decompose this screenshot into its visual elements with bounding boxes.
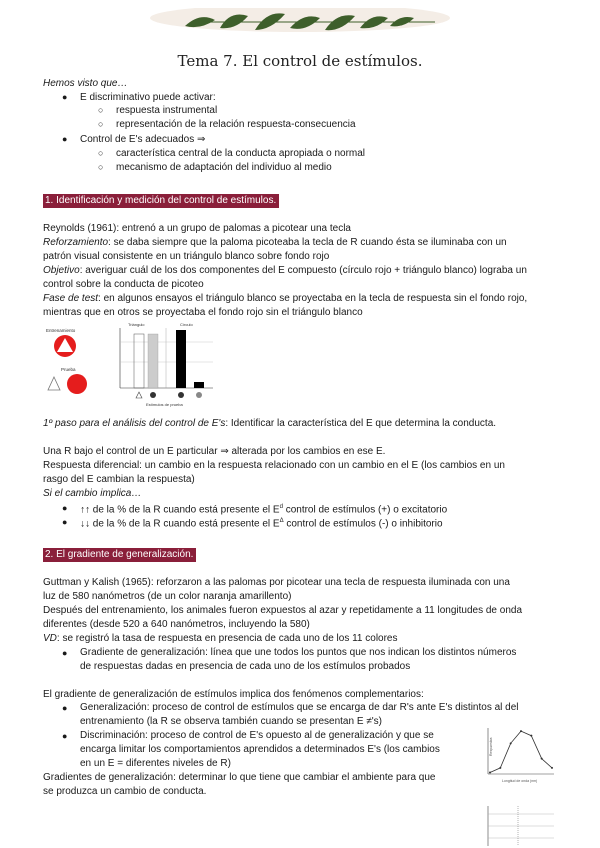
intro-heading: Hemos visto que… — [43, 78, 128, 89]
intro-b1-sub1: respuesta instrumental — [116, 105, 218, 116]
reynolds-bar-chart — [108, 320, 218, 410]
s1-paso: 1º paso para el análisis del control de E's: Identificar la característica del E que determina la conducta. — [43, 418, 497, 429]
bullet-icon: ● — [62, 703, 68, 713]
fig-label-c: Triángulo — [128, 322, 145, 327]
s2-line1: Guttman y Kalish (1965): reforzaron a las palomas por picotear una tecla de respuesta iluminada con una — [43, 577, 510, 588]
circle-bullet-icon: ○ — [98, 119, 104, 129]
circle-bullet-icon: ○ — [98, 105, 104, 115]
s1-line1: Reynolds (1961): entrenó a un grupo de palomas a picotear una tecla — [43, 223, 351, 234]
bullet-icon: ● — [62, 648, 68, 658]
s1-p7: ↓↓ de la % de la R cuando está presente el $E^\Delta$ control de estímulos (-) o inhibitorio — [80, 518, 443, 530]
bullet-icon: ● — [62, 92, 68, 102]
gradient-point — [551, 767, 553, 769]
gradient-point — [541, 758, 543, 760]
intro-b2: Control de E's adecuados ⇒ — [80, 134, 206, 145]
bullet-icon: ● — [62, 503, 68, 513]
s2-c1: Generalización: proceso de control de estímulos que se encarga de dar R's ante E's distintos al del — [80, 702, 519, 713]
section1-heading: 1. Identificación y medición del control de estímulos. — [43, 194, 279, 208]
s2-b1b: de respuestas dadas en presencia de cada uno de los estímulos probados — [80, 661, 411, 672]
s2-line2: luz de 580 nanómetros (de un color naranja amarillento) — [43, 591, 292, 602]
fig-caption: Estímulos de prueba — [146, 402, 183, 407]
s2-line5: VD: se registró la tasa de respuesta en presencia de cada uno de los 11 colores — [43, 633, 398, 644]
s1-p5: Si el cambio implica… — [43, 488, 142, 499]
intro-b2-sub2: mecanismo de adaptación del individuo al medio — [116, 162, 332, 173]
chart-xlabel: Longitud de onda (nm) — [502, 779, 538, 783]
bullet-icon: ● — [62, 731, 68, 741]
circle-bullet-icon: ○ — [98, 162, 104, 172]
second-figure — [478, 802, 558, 846]
s1-line5: control sobre la conducta de picoteo — [43, 279, 204, 290]
s2-line3: Después del entrenamiento, los animales fueron expuestos al azar y repetidamente a 11 longitudes de onda — [43, 605, 523, 616]
fig-label-d: Círculo — [180, 322, 193, 327]
s1-line2: Reforzamiento: se daba siempre que la paloma picoteaba la tecla de R cuando ésta se iluminaba con un — [43, 237, 507, 248]
gradient-point — [510, 742, 512, 744]
fig-label-a: Entrenamiento — [46, 328, 76, 333]
s2-c2b: encarga limitar los comportamientos aprendidos a determinados E's (los cambios — [80, 744, 440, 755]
chart-ylabel: Respuestas — [489, 737, 493, 756]
s2-line7: Gradientes de generalización: determinar lo que tiene que cambiar el ambiente para que — [43, 772, 436, 783]
s1-line7: mientras que en otros se proyectaba el fondo rojo sin el triángulo blanco — [43, 307, 363, 318]
s1-p4: rasgo del E cambian la respuesta) — [43, 474, 195, 485]
bullet-icon: ● — [62, 134, 68, 144]
page-title: Tema 7. El control de estímulos. — [177, 52, 423, 70]
generalization-chart — [478, 724, 558, 786]
s2-b1: Gradiente de generalización: línea que une todos los puntos que nos indican los distintos números — [80, 647, 517, 658]
s2-line8: se produzca un cambio de conducta. — [43, 786, 207, 797]
s1-line4: Objetivo: averiguar cuál de los dos componentes del E compuesto (círculo rojo + triángulo blanco) lograba un — [43, 265, 527, 276]
s1-p3: Respuesta diferencial: un cambio en la respuesta relacionado con un cambio en el E (los cambios en un — [43, 460, 505, 471]
gradient-point — [530, 735, 532, 737]
intro-b1: E discriminativo puede activar: — [80, 92, 216, 103]
s2-line6: El gradiente de generalización de estímulos implica dos fenómenos complementarios: — [43, 689, 424, 700]
s1-p2: Una R bajo el control de un E particular ⇒ alterada por los cambios en ese E. — [43, 446, 386, 457]
s1-line6: Fase de test: en algunos ensayos el triángulo blanco se proyectaba en la tecla de respuesta sin el fondo rojo, — [43, 293, 528, 304]
s2-c2c: en un E = diferentes niveles de R) — [80, 758, 231, 769]
gradient-point — [499, 767, 501, 769]
s1-p6: ↑↑ de la % de la R cuando está presente el $E^d$ control de estímulos (+) o excitatorio — [80, 504, 448, 516]
circle-bullet-icon: ○ — [98, 148, 104, 158]
section2-heading: 2. El gradiente de generalización. — [43, 548, 196, 562]
intro-b2-sub1: característica central de la conducta apropiada o normal — [116, 148, 366, 159]
s2-c2: Discriminación: proceso de control de E's opuesto al de generalización y que se — [80, 730, 434, 741]
s1-line3: patrón visual consistente en un triángulo blanco sobre fondo rojo — [43, 251, 330, 262]
intro-b1-sub2: representación de la relación respuesta-consecuencia — [116, 119, 356, 130]
gradient-point — [489, 771, 491, 773]
s2-line4: diferentes (desde 520 a 640 nanómetros, incluyendo la 580) — [43, 619, 310, 630]
leaf-banner — [145, 8, 455, 38]
bullet-icon: ● — [62, 517, 68, 527]
fig-label-b: Prueba — [61, 367, 76, 372]
gradient-point — [520, 730, 522, 732]
s2-c1b: entrenamiento (la R se observa también cuando se presentan E ≠'s) — [80, 716, 383, 727]
gradient-line — [490, 731, 552, 772]
